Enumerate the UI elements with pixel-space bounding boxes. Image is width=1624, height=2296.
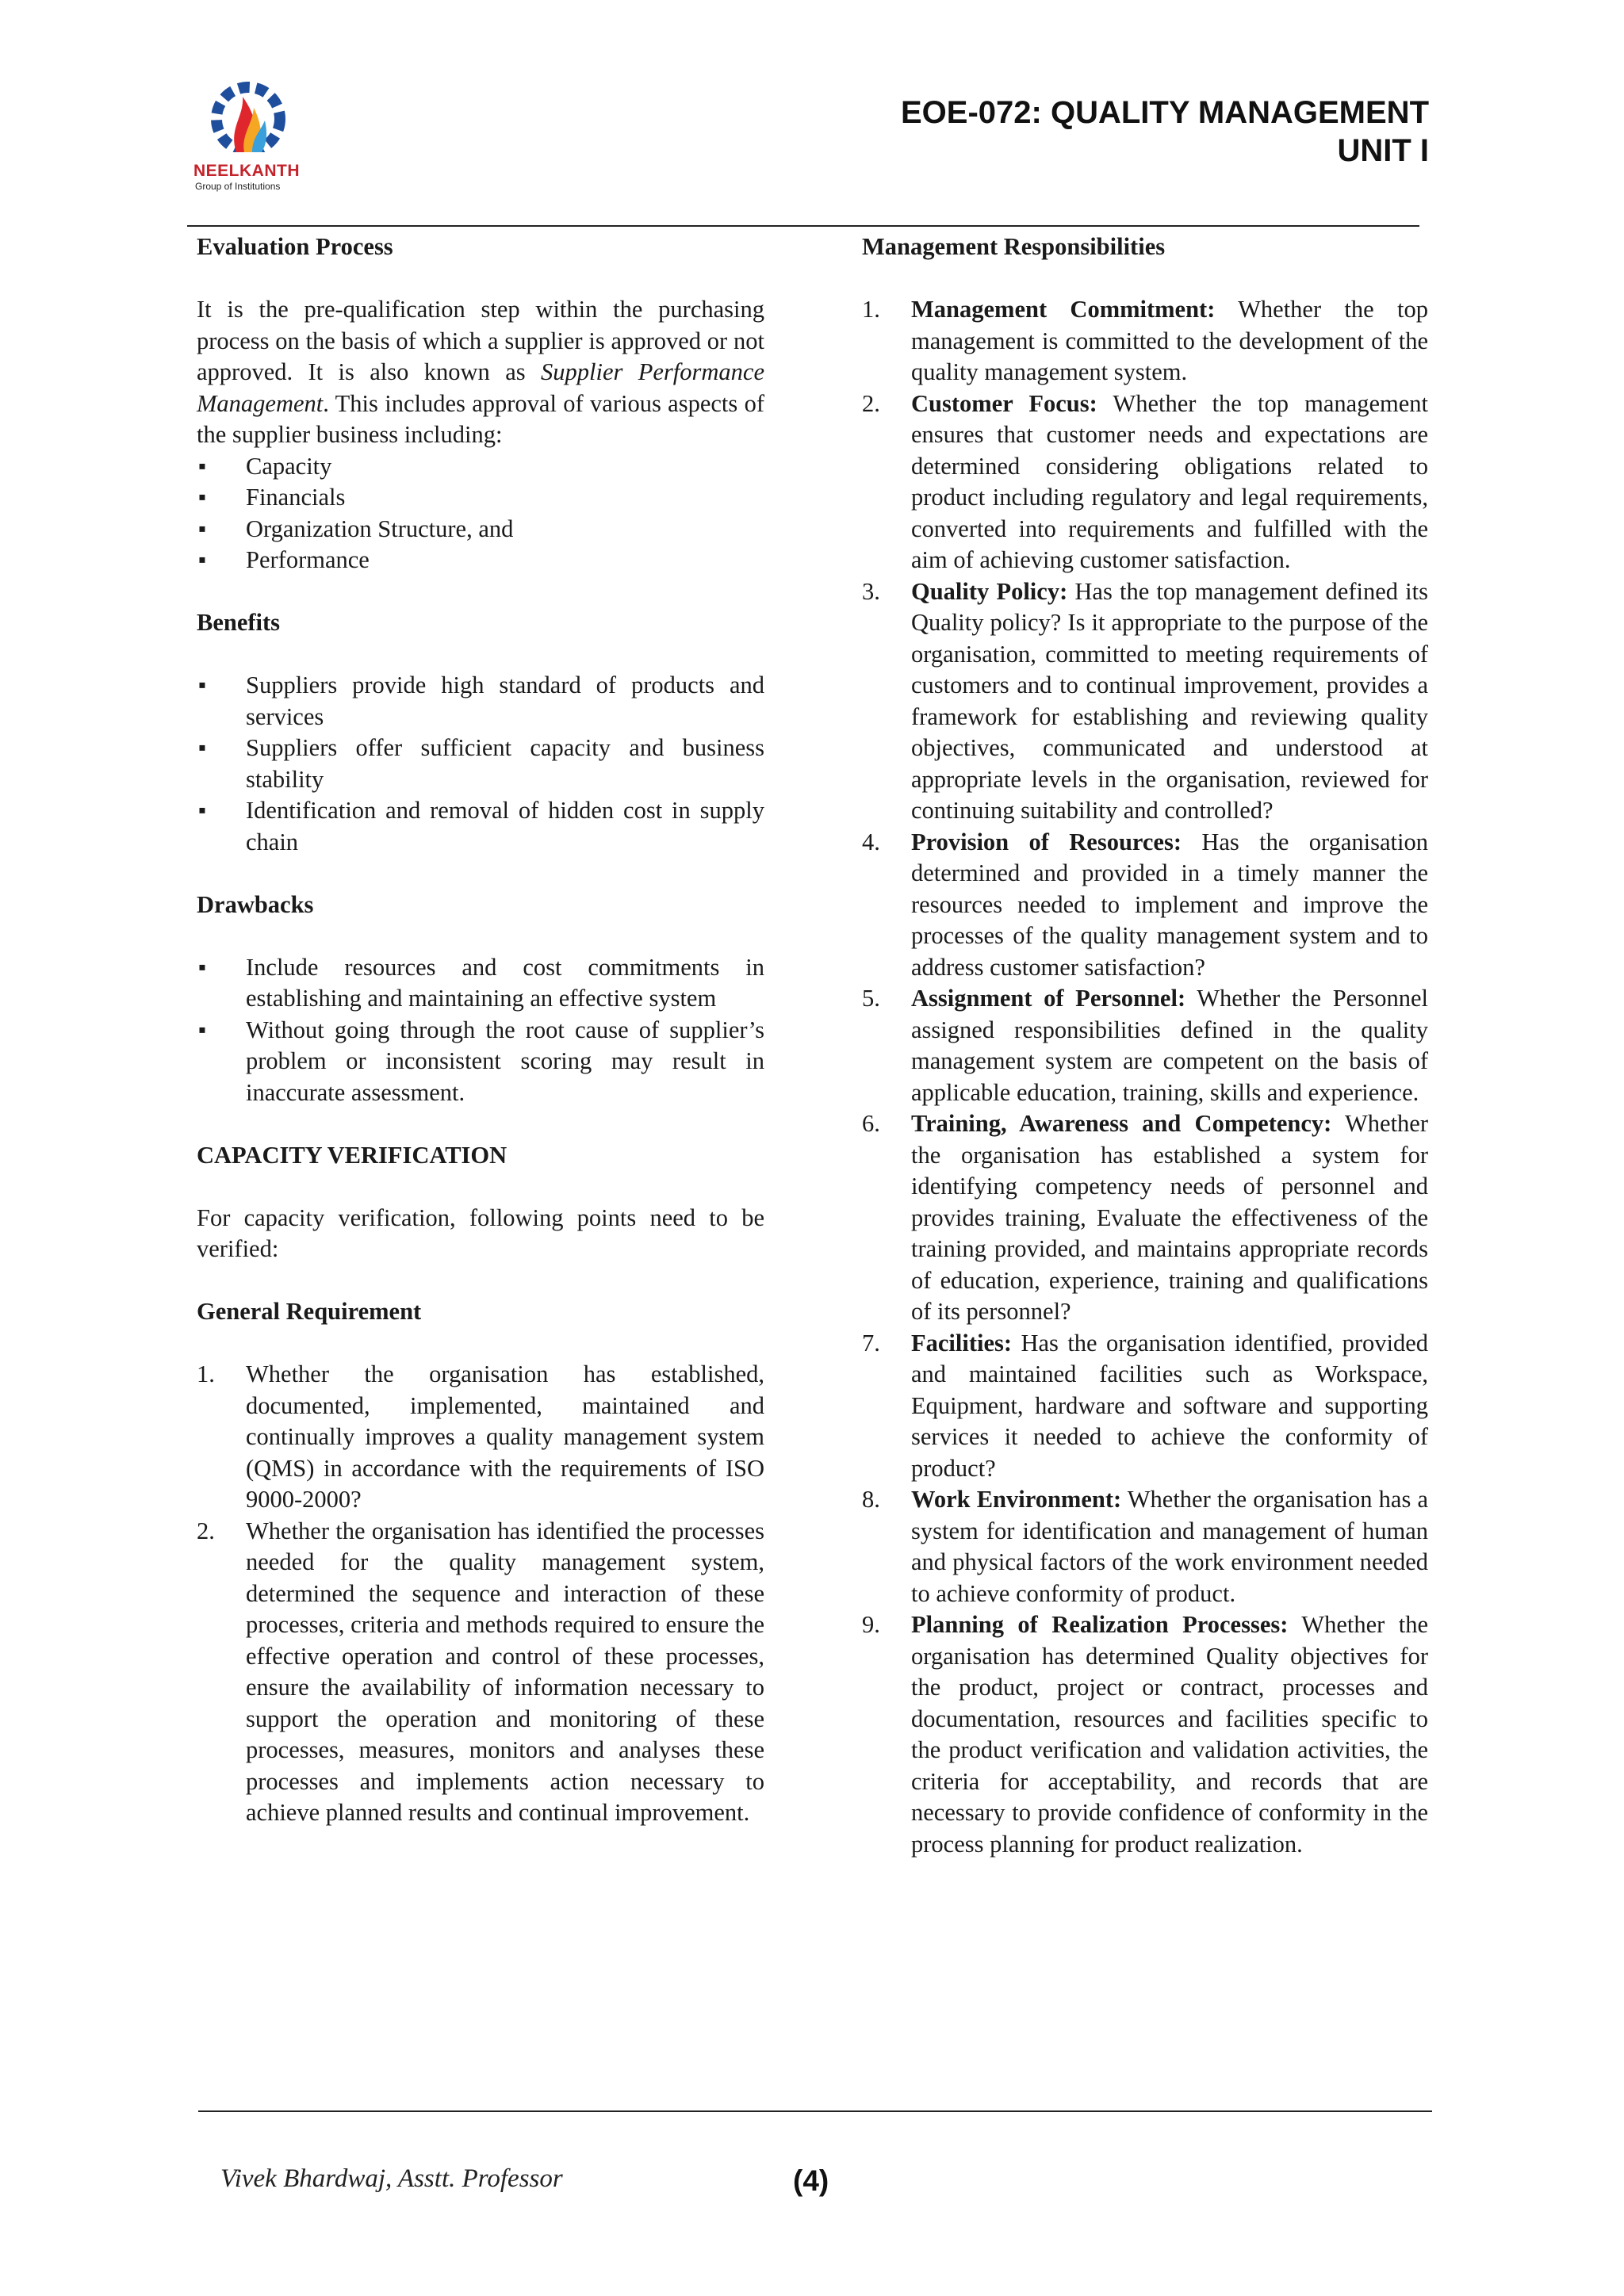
unit-label: UNIT I [1337, 133, 1429, 168]
capacity-paragraph: For capacity verification, following points need to be verified: [197, 1203, 764, 1262]
list-item: ▪ Financials [197, 482, 764, 514]
drawbacks-heading: Drawbacks [197, 890, 314, 918]
gear-flame-logo-icon [181, 73, 316, 160]
header-divider [187, 225, 1419, 227]
list-item: 9. Planning of Realization Processes: Whether the organisation has determined Quality objectives for the product, project or contract, processes and documentation, resources and facilities specific to the product verification and validation activities, the criteria for acceptability, and records that are necessary to provide confidence of conformity in the process planning for product realization. [862, 1611, 1429, 1858]
list-item: ▪ Suppliers provide high standard of products and services [197, 670, 764, 733]
drawbacks-list [197, 952, 764, 1109]
evaluation-list [197, 451, 764, 576]
page-number: (4) [793, 2164, 829, 2197]
left-column [197, 232, 764, 1829]
list-item: 2. Whether the organisation has identified the processes needed for the quality management system, determined the sequence and interaction of these processes, criteria and methods required to ensure the effective operation and control of these processes, ensure the availability of information necessary to support the operation and monitoring of these processes, measures, monitors and analyses these processes and implements action necessary to achieve planned results and continual improvement. [197, 1517, 764, 1826]
list-item: 1. Management Commitment: Whether the top management is committed to the development of the quality management system. [862, 296, 1428, 385]
list-item: 8. Work Environment: Whether the organisation has a system for identification and management of human and physical factors of the work environment needed to achieve conformity of product. [862, 1486, 1428, 1607]
list-item: ▪ Capacity [197, 451, 764, 483]
list-item: 1. Whether the organisation has established, documented, implemented, maintained and continually improves a quality management system (QMS) in accordance with the requirements of ISO 9000-2000? [197, 1360, 764, 1513]
course-title: EOE-072: QUALITY MANAGEMENT [901, 95, 1429, 130]
capacity-heading: CAPACITY VERIFICATION [197, 1141, 508, 1169]
list-item: 2. Customer Focus: Whether the top management ensures that customer needs and expectations are determined considering obligations related to product including regulatory and legal requirements, converted into requirements and fulfilled with the aim of achieving customer satisfaction. [862, 389, 1428, 573]
list-item: ▪ Organization Structure, and [197, 514, 764, 545]
logo-name: NEELKANTH [193, 162, 300, 180]
evaluation-paragraph: It is the pre-qualification step within the purchasing process on the basis of which a supplier is approved or not approved. It is also known as Supplier Performance Management. This includes approval of various aspects of the supplier business including: [197, 296, 764, 448]
management-list [862, 294, 1428, 1860]
benefits-list [197, 670, 764, 858]
right-column [862, 232, 1428, 1860]
general-requirement-heading: General Requirement [197, 1298, 422, 1325]
list-item: 4. Provision of Resources: Has the organisation determined and provided in a timely manner the resources needed to implement and improve the processes of the quality management system and to address customer satisfaction? [862, 828, 1428, 981]
list-item: ▪ Include resources and cost commitments in establishing and maintaining an effective system [197, 952, 764, 1015]
list-item: 6. Training, Awareness and Competency: Whether the organisation has established a system for identifying competency needs of personnel and provides training, Evaluate the effectiveness of the training provided, and maintains appropriate records of education, experience, training and qualifications of its personnel? [862, 1110, 1428, 1325]
list-item: ▪ Suppliers offer sufficient capacity and business stability [197, 733, 764, 795]
evaluation-heading: Evaluation Process [197, 233, 393, 260]
list-item: ▪ Identification and removal of hidden cost in supply chain [197, 795, 764, 858]
general-requirement-list [197, 1359, 764, 1829]
list-item: 5. Assignment of Personnel: Whether the Personnel assigned responsibilities defined in the quality management system are competent on the basis of applicable education, training, skills and experience. [862, 985, 1428, 1106]
list-item: ▪ Without going through the root cause of supplier’s problem or inconsistent scoring may result in inaccurate assessment. [197, 1015, 764, 1109]
footer-divider [198, 2110, 1432, 2112]
list-item: ▪ Performance [197, 545, 764, 576]
institution-logo [181, 73, 316, 192]
page-header [901, 94, 1429, 170]
logo-subtitle: Group of Institutions [195, 181, 281, 192]
list-item: 3. Quality Policy: Has the top management defined its Quality policy? Is it appropriate to the purpose of the organisation, committed to meeting requirements of customers and to continual improvement, provides a framework for establishing and reviewing quality objectives, communicated and understood at appropriate levels in the organisation, reviewed for continuing suitability and controlled? [862, 577, 1428, 824]
management-heading: Management Responsibilities [862, 233, 1166, 260]
footer-author: Vivek Bhardwaj, Asstt. Professor [220, 2164, 563, 2193]
list-item: 7. Facilities: Has the organisation identified, provided and maintained facilities such as Workspace, Equipment, hardware and software and supporting services it needed to achieve the conformity of product? [862, 1329, 1428, 1482]
benefits-heading: Benefits [197, 609, 281, 636]
